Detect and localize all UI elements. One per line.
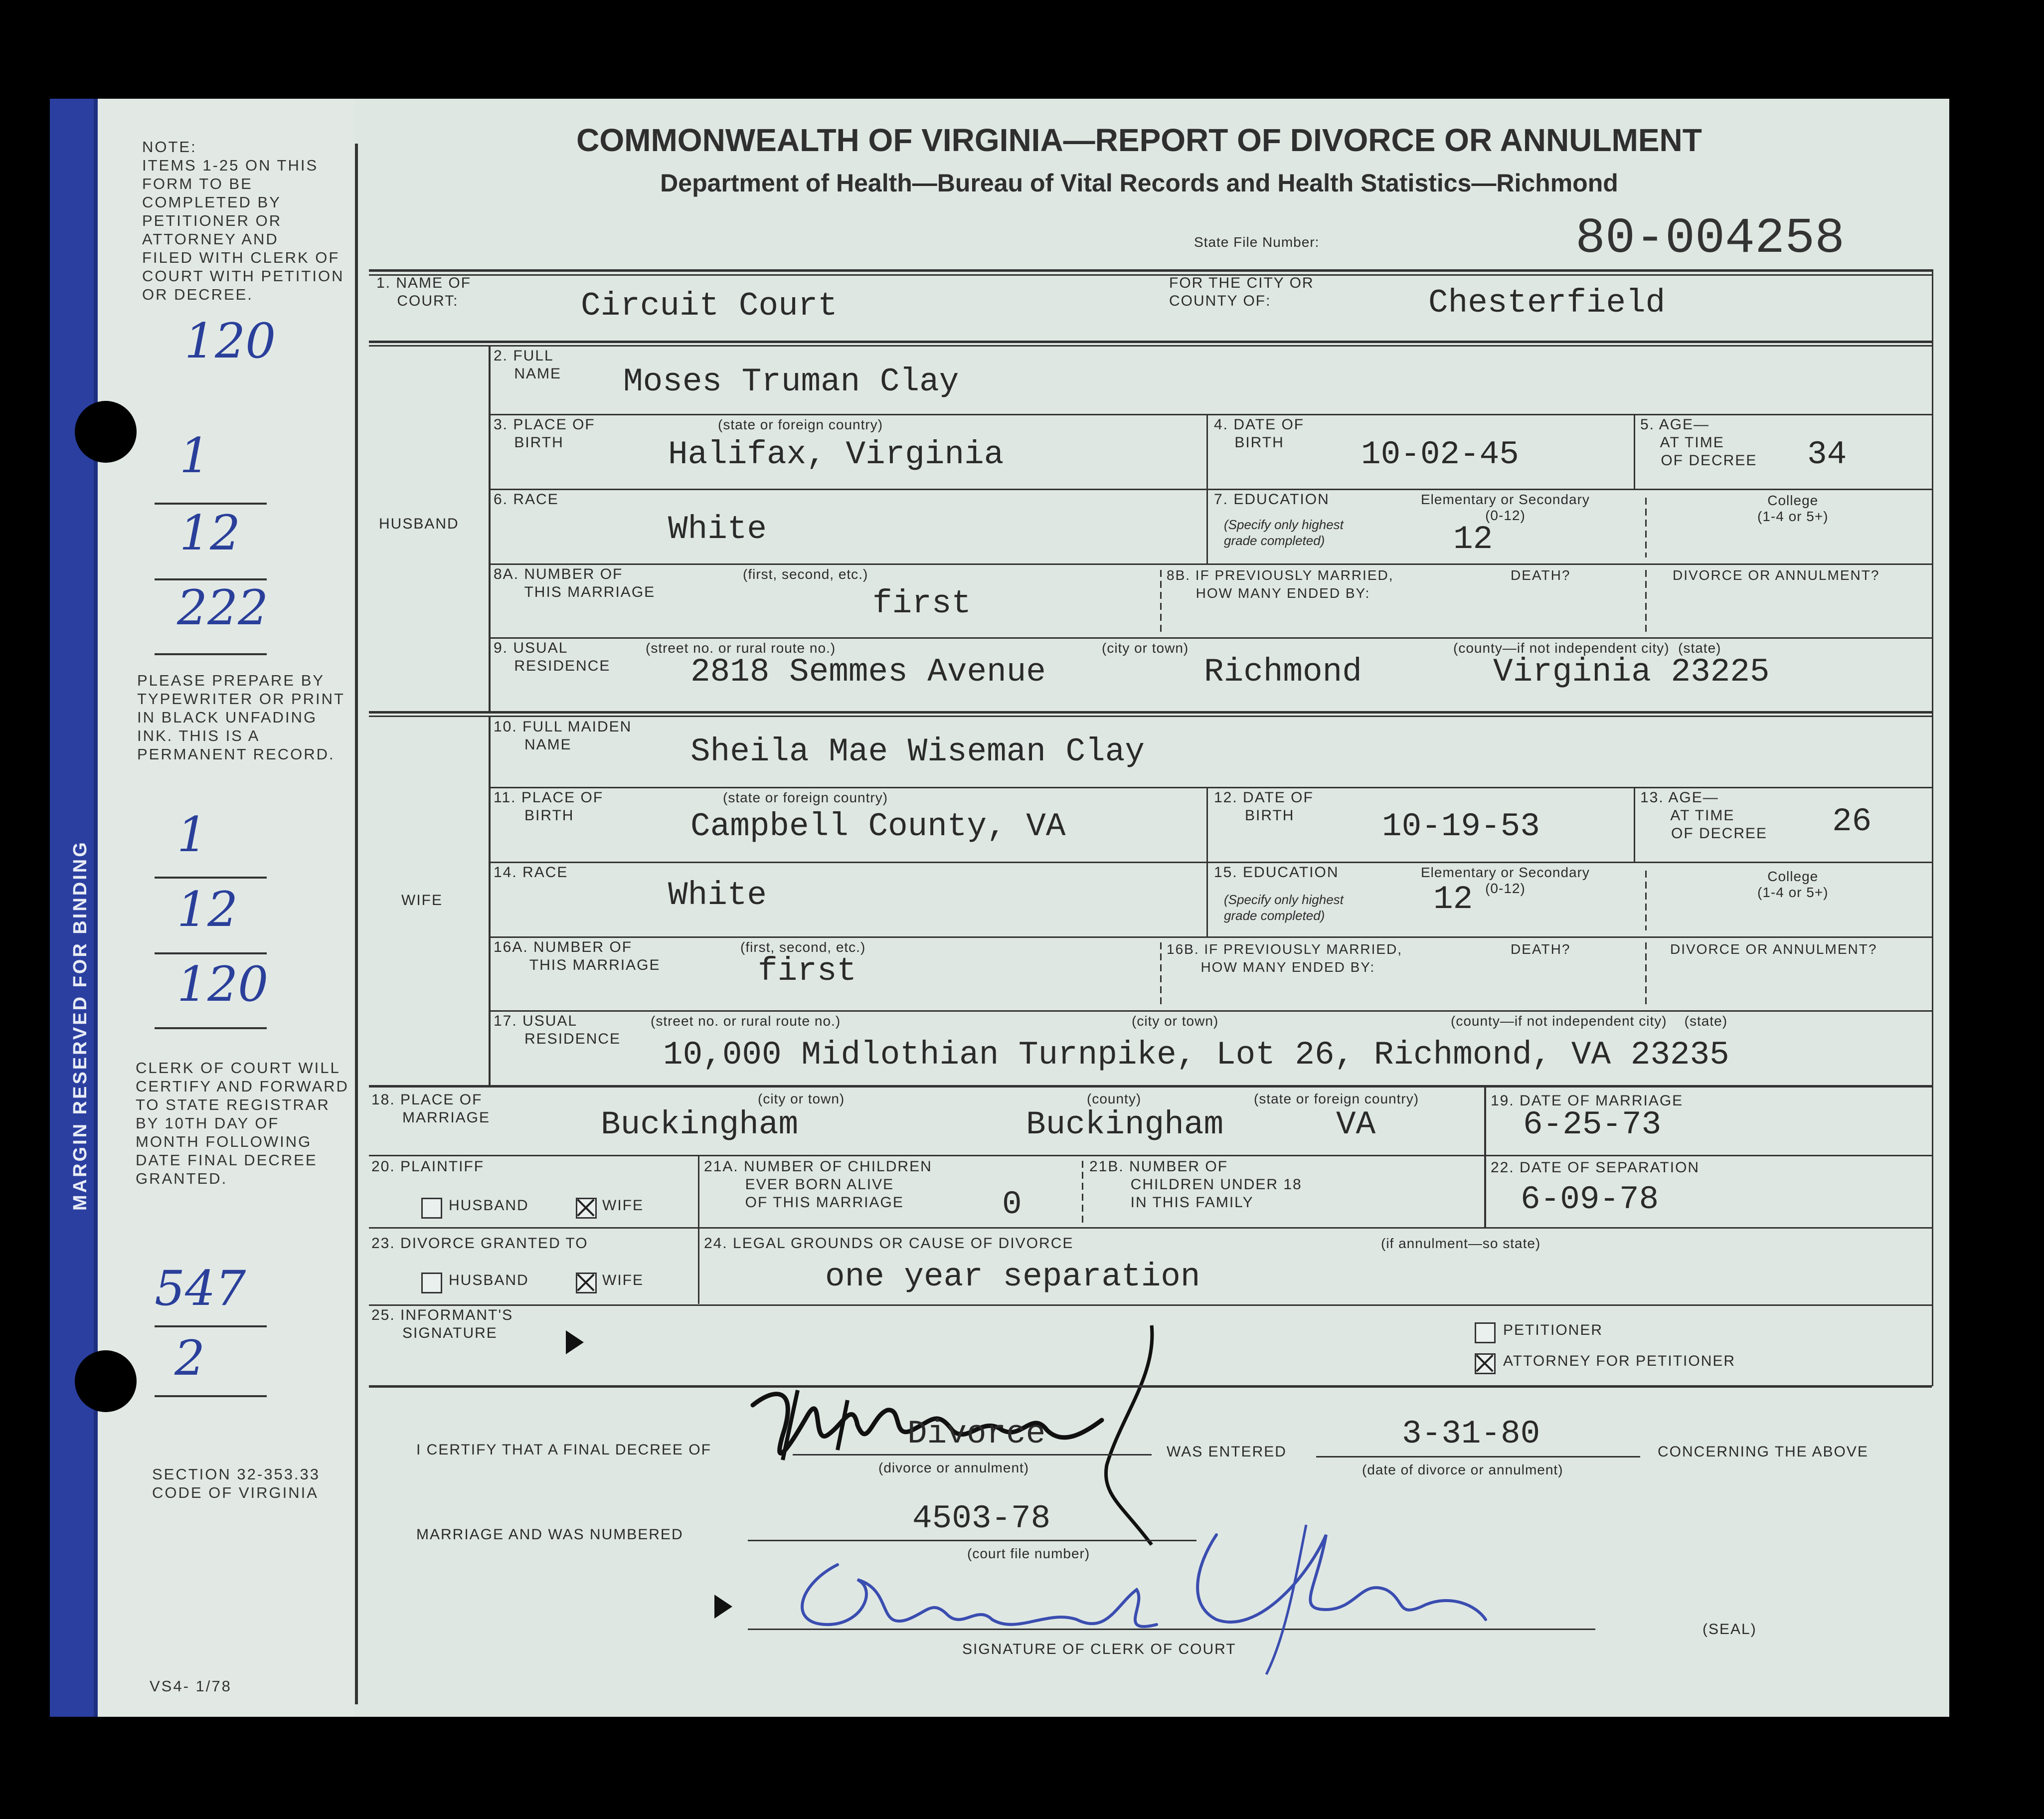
plaintiff-husband-checkbox[interactable] xyxy=(421,1198,442,1219)
court-file-hint: (court file number) xyxy=(967,1546,1090,1561)
rule xyxy=(369,1155,1484,1156)
wife-edu-elem-label: Elementary or Secondary (0-12) xyxy=(1421,865,1590,896)
rule xyxy=(1634,787,1635,862)
wife-dob-label: 12. DATE OF BIRTH xyxy=(1214,789,1314,824)
children-born-label: 21A. NUMBER OF CHILDREN EVER BORN ALIVE OF THIS MARRIAGE xyxy=(704,1158,932,1211)
husband-full-name: Moses Truman Clay xyxy=(623,363,959,400)
husband-city-hint: (city or town) xyxy=(1102,640,1189,656)
husband-birthplace-hint: (state or foreign country) xyxy=(718,417,883,432)
margin-code: 222 xyxy=(177,580,269,636)
marriage-date-label: 19. DATE OF MARRIAGE xyxy=(1491,1092,1684,1109)
margin-code: 547 xyxy=(155,1261,246,1316)
husband-race: White xyxy=(668,511,767,548)
wife-birthplace-label: 11. PLACE OF BIRTH xyxy=(494,789,604,824)
code-section: SECTION 32-353.33 CODE OF VIRGINIA xyxy=(152,1465,321,1501)
rule xyxy=(489,637,1932,639)
rule xyxy=(698,1156,699,1304)
marriage-state-hint: (state or foreign country) xyxy=(1254,1091,1419,1106)
rule xyxy=(1484,1155,1932,1156)
form-subtitle: Department of Health—Bureau of Vital Records and Health Statistics—Richmond xyxy=(660,169,1618,197)
decree-type-hint: (divorce or annulment) xyxy=(878,1460,1029,1475)
granted-to-label: 23. DIVORCE GRANTED TO xyxy=(371,1235,588,1252)
rule xyxy=(1645,570,1647,635)
section-divider xyxy=(489,716,491,1086)
margin-rule xyxy=(155,1027,267,1029)
grounds-label: 24. LEGAL GROUNDS OR CAUSE OF DIVORCE xyxy=(704,1235,1074,1252)
margin-prepare-note: PLEASE PREPARE BY TYPEWRITER OR PRINT IN BLACK UNFADING INK. THIS IS A PERMANENT RECORD. xyxy=(137,672,345,763)
margin-code: 12 xyxy=(179,505,241,561)
rule xyxy=(369,345,1932,347)
wife-divorce-label: DIVORCE OR ANNULMENT? xyxy=(1670,941,1877,957)
wife-marriage-number-hint: (first, second, etc.) xyxy=(740,939,866,955)
wife-edu-elem: 12 xyxy=(1433,881,1473,918)
husband-age: 34 xyxy=(1807,436,1847,473)
wife-county-hint: (county—if not independent city) (state) xyxy=(1451,1013,1728,1029)
wife-death-label: DEATH? xyxy=(1511,941,1571,957)
husband-street: 2818 Semmes Avenue xyxy=(690,653,1046,691)
attorney-label: ATTORNEY FOR PETITIONER xyxy=(1503,1353,1736,1369)
margin-code: 1 xyxy=(179,428,210,484)
husband-marriage-number-label: 8A. NUMBER OF THIS MARRIAGE xyxy=(494,566,656,600)
certify-line-start: I CERTIFY THAT A FINAL DECREE OF xyxy=(416,1442,711,1458)
wife-previous-marriage-label: 16B. IF PREVIOUSLY MARRIED, HOW MANY ENDED BY: xyxy=(1167,941,1403,975)
plaintiff-husband-label: HUSBAND xyxy=(449,1197,529,1214)
husband-county-hint: (county—if not independent city) (state) xyxy=(1453,640,1721,656)
decree-date-hint: (date of divorce or annulment) xyxy=(1362,1462,1563,1477)
plaintiff-label: 20. PLAINTIFF xyxy=(371,1158,485,1175)
husband-edu-college-label: College (1-4 or 5+) xyxy=(1757,493,1829,524)
wife-birthplace-hint: (state or foreign country) xyxy=(723,790,888,805)
rule xyxy=(489,1010,1932,1012)
court-name: Circuit Court xyxy=(581,287,838,325)
court-city: Chesterfield xyxy=(1428,284,1666,322)
section-divider xyxy=(489,345,491,712)
state-file-number: 80-004258 xyxy=(1575,211,1845,267)
separation-date: 6-09-78 xyxy=(1521,1181,1659,1218)
husband-divorce-label: DIVORCE OR ANNULMENT? xyxy=(1673,567,1880,583)
margin-rule xyxy=(155,952,267,954)
granted-wife-label: WIFE xyxy=(602,1272,644,1288)
granted-husband-label: HUSBAND xyxy=(449,1272,529,1288)
husband-education-label: 7. EDUCATION xyxy=(1214,491,1330,508)
rule xyxy=(1160,942,1162,1007)
children-under18-label: 21B. NUMBER OF CHILDREN UNDER 18 IN THIS FAMILY xyxy=(1089,1158,1302,1211)
wife-name-label: 10. FULL MAIDEN NAME xyxy=(494,719,632,753)
husband-state: Virginia 23225 xyxy=(1493,653,1770,691)
petitioner-label: PETITIONER xyxy=(1503,1322,1603,1338)
clerk-signature-label: SIGNATURE OF CLERK OF COURT xyxy=(962,1641,1236,1657)
marriage-state: VA xyxy=(1336,1106,1376,1143)
numbered-label: MARRIAGE AND WAS NUMBERED xyxy=(416,1526,683,1543)
attorney-checkbox[interactable] xyxy=(1475,1353,1496,1374)
rule xyxy=(489,563,1932,565)
rule xyxy=(1206,862,1208,936)
court-city-label: FOR THE CITY OR COUNTY OF: xyxy=(1169,275,1314,309)
wife-section-label: WIFE xyxy=(401,892,443,909)
husband-marriage-number-hint: (first, second, etc.) xyxy=(743,566,868,582)
marriage-county: Buckingham xyxy=(1026,1106,1224,1143)
wife-marriage-number-label: 16A. NUMBER OF THIS MARRIAGE xyxy=(494,939,661,973)
margin-rule xyxy=(155,503,267,505)
rule xyxy=(369,1085,1932,1088)
margin-code: 12 xyxy=(177,882,238,937)
husband-edu-elem-label: Elementary or Secondary (0-12) xyxy=(1421,492,1590,523)
margin-clerk-note: CLERK OF COURT WILL CERTIFY AND FORWARD TO STATE REGISTRAR BY 10TH DAY OF MONTH FOLLOWING DATE FINAL DECREE GRANTED. xyxy=(136,1059,349,1187)
wife-city-hint: (city or town) xyxy=(1132,1013,1219,1029)
husband-dob: 10-02-45 xyxy=(1361,436,1519,473)
husband-age-label: 5. AGE— AT TIME OF DECREE xyxy=(1640,416,1757,469)
rule xyxy=(369,1385,1932,1388)
marriage-county-hint: (county) xyxy=(1087,1091,1142,1106)
rule xyxy=(369,341,1932,343)
state-file-label: State File Number: xyxy=(1194,234,1320,250)
rule xyxy=(489,936,1932,938)
husband-birthplace-label: 3. PLACE OF BIRTH xyxy=(494,416,595,451)
rule xyxy=(369,711,1932,714)
husband-death-label: DEATH? xyxy=(1511,567,1571,583)
entered-label: WAS ENTERED xyxy=(1167,1444,1287,1460)
husband-marriage-number: first xyxy=(872,585,972,622)
margin-note: NOTE: ITEMS 1-25 ON THIS FORM TO BE COMPLETED BY PETITIONER OR ATTORNEY AND FILED WITH CLERK OF COURT WITH PETITION OR DECREE. xyxy=(142,138,344,303)
court-file-number: 4503-78 xyxy=(912,1500,1051,1537)
wife-edu-college-label: College (1-4 or 5+) xyxy=(1757,869,1829,900)
marriage-city: Buckingham xyxy=(601,1106,799,1143)
margin-divider xyxy=(355,144,358,1704)
husband-education-hint: (Specify only highest grade completed) xyxy=(1224,517,1344,548)
rule xyxy=(1645,871,1647,930)
plaintiff-wife-checkbox[interactable] xyxy=(576,1198,597,1219)
margin-code: 120 xyxy=(184,313,276,369)
wife-marriage-number: first xyxy=(758,952,857,990)
wife-education-label: 15. EDUCATION xyxy=(1214,864,1339,881)
seal-label: (SEAL) xyxy=(1703,1621,1757,1637)
rule xyxy=(1484,1088,1486,1227)
rule xyxy=(1206,489,1208,563)
rule xyxy=(369,269,1932,272)
husband-name-label: 2. FULL NAME xyxy=(494,348,562,382)
punch-hole-bottom xyxy=(75,1350,137,1412)
petitioner-checkbox[interactable] xyxy=(1475,1322,1496,1343)
rule xyxy=(369,1227,1932,1229)
wife-education-hint: (Specify only highest grade completed) xyxy=(1224,892,1344,923)
wife-race: White xyxy=(668,877,767,914)
wife-street-hint: (street no. or rural route no.) xyxy=(651,1013,841,1029)
marriage-date: 6-25-73 xyxy=(1523,1106,1662,1143)
punch-hole-top xyxy=(75,401,137,463)
margin-code: 1 xyxy=(177,807,208,863)
form-id: VS4- 1/78 xyxy=(150,1677,232,1695)
rule xyxy=(369,274,1932,276)
rule xyxy=(1932,269,1933,1386)
margin-rule xyxy=(155,1395,267,1397)
wife-full-name: Sheila Mae Wiseman Clay xyxy=(690,733,1145,770)
marriage-city-hint: (city or town) xyxy=(758,1091,845,1106)
decree-date: 3-31-80 xyxy=(1402,1415,1540,1453)
rule xyxy=(1316,1456,1640,1457)
wife-birthplace: Campbell County, VA xyxy=(690,808,1066,845)
wife-age-label: 13. AGE— AT TIME OF DECREE xyxy=(1640,789,1768,842)
clerk-signature-arrow-icon xyxy=(714,1595,732,1619)
margin-rule xyxy=(155,877,267,879)
divorce-report-form xyxy=(50,99,1949,1717)
rule xyxy=(369,716,1932,717)
rule xyxy=(1206,414,1208,489)
binding-margin-text: MARGIN RESERVED FOR BINDING xyxy=(70,840,91,1211)
margin-rule xyxy=(155,1325,267,1327)
margin-code: 2 xyxy=(174,1330,205,1386)
grounds-hint: (if annulment—so state) xyxy=(1381,1236,1541,1251)
court-name-label: 1. NAME OF COURT: xyxy=(376,275,472,309)
informant-label: 25. INFORMANT'S SIGNATURE xyxy=(371,1307,513,1341)
rule xyxy=(793,1454,1152,1455)
husband-city: Richmond xyxy=(1204,653,1362,691)
children-born: 0 xyxy=(1002,1186,1022,1223)
granted-wife-checkbox[interactable] xyxy=(576,1273,597,1293)
wife-dob: 10-19-53 xyxy=(1382,808,1540,845)
concerning-label: CONCERNING THE ABOVE xyxy=(1658,1444,1869,1460)
wife-address: 10,000 Midlothian Turnpike, Lot 26, Richmond, VA 23235 xyxy=(663,1036,1729,1074)
rule xyxy=(1645,942,1647,1007)
wife-age: 26 xyxy=(1832,803,1872,840)
husband-residence-label: 9. USUAL RESIDENCE xyxy=(494,640,611,674)
rule xyxy=(1634,414,1635,489)
rule xyxy=(1645,498,1647,557)
rule xyxy=(489,414,1932,415)
rule xyxy=(1206,787,1208,862)
plaintiff-wife-label: WIFE xyxy=(602,1197,644,1214)
granted-husband-checkbox[interactable] xyxy=(421,1273,442,1293)
husband-edu-elem: 12 xyxy=(1453,521,1493,558)
signature-arrow-icon xyxy=(566,1330,584,1354)
decree-type: Divorce xyxy=(907,1415,1046,1453)
margin-rule xyxy=(155,653,267,655)
husband-race-label: 6. RACE xyxy=(494,491,559,508)
rule xyxy=(489,489,1932,490)
separation-date-label: 22. DATE OF SEPARATION xyxy=(1491,1159,1700,1176)
grounds: one year separation xyxy=(825,1258,1200,1295)
rule xyxy=(1082,1161,1083,1226)
husband-dob-label: 4. DATE OF BIRTH xyxy=(1214,416,1305,451)
husband-previous-marriage-label: 8B. IF PREVIOUSLY MARRIED, HOW MANY ENDED BY: xyxy=(1167,567,1394,601)
wife-race-label: 14. RACE xyxy=(494,864,568,881)
rule xyxy=(489,787,1932,788)
form-title: COMMONWEALTH OF VIRGINIA—REPORT OF DIVORCE OR ANNULMENT xyxy=(576,122,1702,158)
rule xyxy=(1160,570,1162,635)
husband-birthplace: Halifax, Virginia xyxy=(668,436,1004,473)
rule xyxy=(489,862,1932,863)
husband-section-label: HUSBAND xyxy=(379,516,459,532)
margin-code: 120 xyxy=(177,956,269,1012)
wife-residence-label: 17. USUAL RESIDENCE xyxy=(494,1013,621,1047)
husband-street-hint: (street no. or rural route no.) xyxy=(646,640,836,656)
marriage-place-label: 18. PLACE OF MARRIAGE xyxy=(371,1091,491,1126)
